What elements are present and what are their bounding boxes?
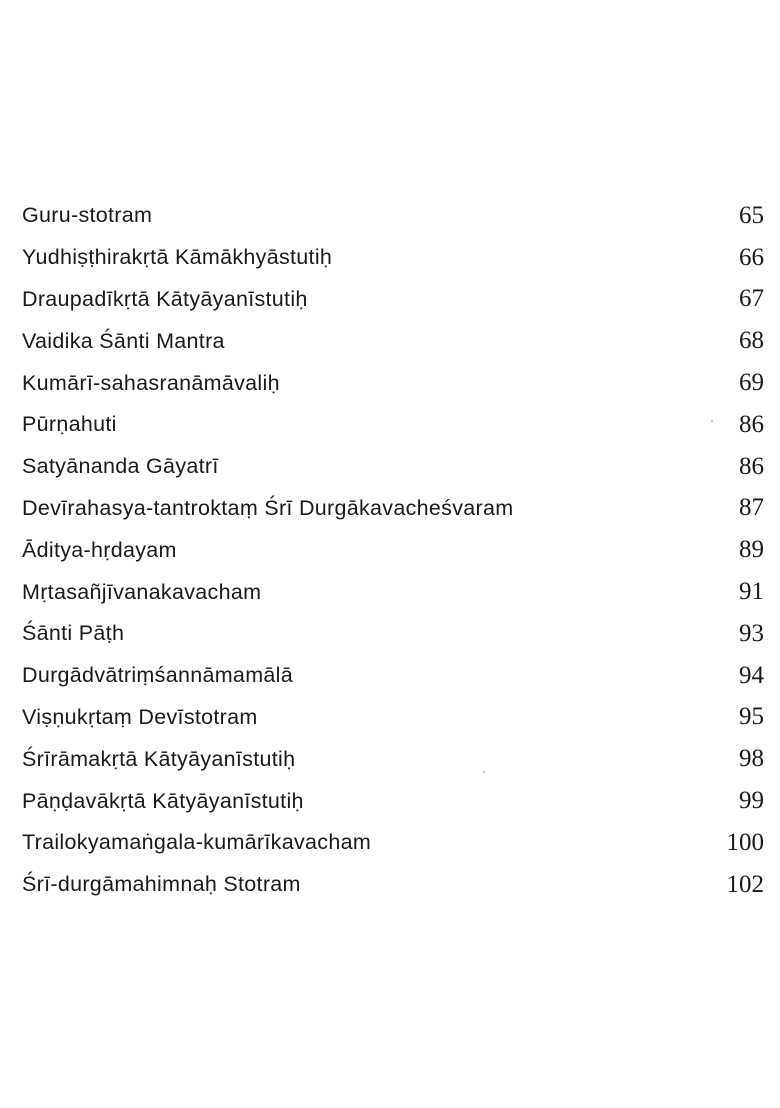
toc-entry-page-number: 93 <box>739 619 764 647</box>
toc-entry-title: Trailokyamaṅgala-kumārīkavacham <box>22 830 372 855</box>
toc-entry-page-number: 89 <box>739 536 764 564</box>
toc-entry <box>22 446 764 488</box>
toc-entry-page-number: 86 <box>739 410 764 438</box>
toc-entry-page-number: 69 <box>739 369 764 397</box>
toc-entry <box>22 780 764 822</box>
toc-entry-title: Guru-stotram <box>22 203 153 228</box>
toc-entry-page-number: 87 <box>739 494 764 522</box>
toc-entry <box>22 864 764 906</box>
toc-entry-page-number: 102 <box>726 870 764 898</box>
toc-entry-page-number: 100 <box>726 828 764 856</box>
toc-entry <box>22 362 764 404</box>
toc-entry <box>22 529 764 571</box>
toc-entry-page-number: 65 <box>739 201 764 229</box>
toc-entry-page-number: 94 <box>739 661 764 689</box>
toc-entry-title: Satyānanda Gāyatrī <box>22 454 219 479</box>
toc-entry-title: Draupadīkṛtā Kātyāyanīstutiḥ <box>22 286 308 311</box>
toc-entry-page-number: 86 <box>739 452 764 480</box>
toc-entry-title: Durgādvātriṃśannāmamālā <box>22 663 293 688</box>
toc-entry-page-number: 67 <box>739 285 764 313</box>
toc-entry <box>22 404 764 446</box>
toc-entry <box>22 488 764 530</box>
toc-entry-title: Devīrahasya-tantroktaṃ Śrī Durgākavacheśvaram <box>22 495 514 520</box>
toc-entry <box>22 571 764 613</box>
toc-entry <box>22 279 764 321</box>
toc-entry <box>22 738 764 780</box>
toc-entry-title: Mṛtasañjīvanakavacham <box>22 579 262 604</box>
toc-entry <box>22 822 764 864</box>
toc-entry-title: Viṣṇukṛtaṃ Devīstotram <box>22 704 258 729</box>
toc-entry <box>22 237 764 279</box>
toc-entry-page-number: 98 <box>739 745 764 773</box>
toc-entry <box>22 195 764 237</box>
toc-entry-page-number: 91 <box>739 578 764 606</box>
toc-entry <box>22 655 764 697</box>
toc-entry <box>22 613 764 655</box>
toc-entry-title: Pāṇḍavākṛtā Kātyāyanīstutiḥ <box>22 788 304 813</box>
toc-entry-title: Yudhiṣṭhirakṛtā Kāmākhyāstutiḥ <box>22 245 333 270</box>
toc-entry-page-number: 99 <box>739 787 764 815</box>
toc-entry-title: Śānti Pāṭh <box>22 621 125 646</box>
toc-entry-title: Āditya-hṛdayam <box>22 537 177 562</box>
toc-entry-title: Śrīrāmakṛtā Kātyāyanīstutiḥ <box>22 746 296 771</box>
table-of-contents <box>22 195 764 906</box>
toc-entry-title: Pūrṇahuti <box>22 412 117 437</box>
toc-entry <box>22 697 764 739</box>
toc-entry-page-number: 66 <box>739 243 764 271</box>
toc-entry-title: Kumārī-sahasranāmāvaliḥ <box>22 370 280 395</box>
toc-entry <box>22 320 764 362</box>
toc-entry-page-number: 95 <box>739 703 764 731</box>
toc-entry-title: Śrī-durgāmahimnaḥ Stotram <box>22 872 301 897</box>
toc-entry-page-number: 68 <box>739 327 764 355</box>
toc-entry-title: Vaidika Śānti Mantra <box>22 328 225 353</box>
